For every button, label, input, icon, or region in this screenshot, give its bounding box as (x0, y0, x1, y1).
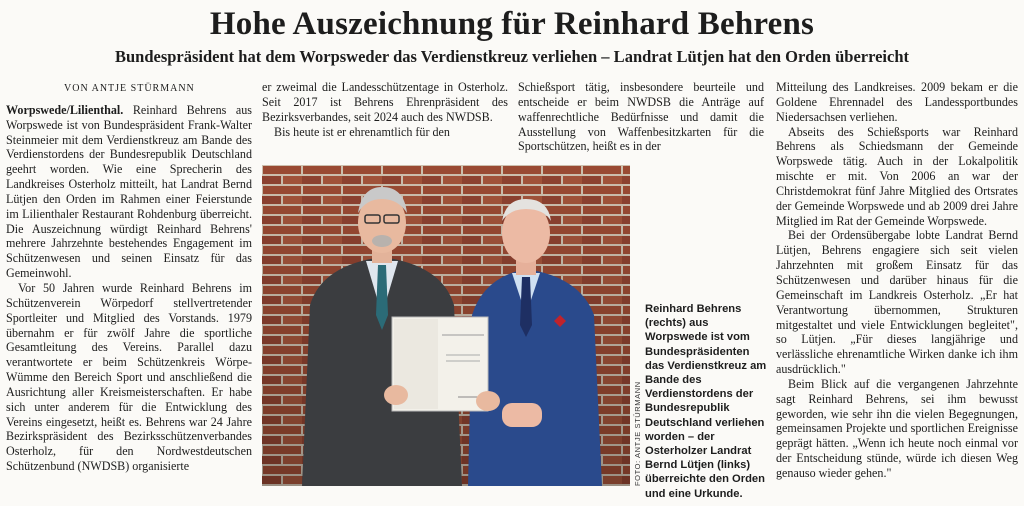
column-3 (518, 80, 764, 154)
paragraph (6, 103, 252, 281)
photo-illustration (262, 165, 630, 486)
paragraph: Bis heute ist er ehrenamtlich für den (274, 124, 450, 139)
column-4 (776, 80, 1018, 481)
paragraph: Vor 50 Jahren wurde Reinhard Behrens im Schützenverein Wörpedorf stellvertretender Sportleiter und Mitglied des Vorstands. 1979 übernahm er für zwölf Jahre die sportliche Gesamtleitung des Vereins. Parallel dazu verantwortete er beim Schützenkreis Wörpe-Wümme den Bereich Sport und anschließend die Ausrichtung aller Kreismeisterschaften. Er habe sich unter anderem für die Entwicklung des Vereins eingesetzt, heißt es. Behrens war 24 Jahre Bezirkspräsident des Bezirksschützenverbandes Osterholz, für den Nordwestdeutschen Schützenbund (NWDSB) organisierte (6, 280, 252, 474)
paragraph: Beim Blick auf die vergangenen Jahrzehnte sagt Reinhard Behrens, sei ihm bewusst geworden, wie sehr ihn die vielen Begegnungen, gemeinsamen Projekte und sportlichen Ereignisse geprägt hätten. „Wenn ich heute noch einmal vor der Entscheidung stünde, würde ich diesen Weg genauso wieder gehen." (776, 376, 1018, 480)
headline: Hohe Auszeichnung für Reinhard Behrens (209, 6, 815, 42)
paragraph: Mitteilung des Landkreises. 2009 bekam er die Goldene Ehrennadel des Landessportbundes Niedersachsen verliehen. (776, 80, 1018, 124)
column-2 (262, 80, 508, 139)
paragraph: er zweimal die Landesschützentage in Osterholz. Seit 2017 ist Behrens Ehrenpräsident des Bezirksverbandes, seit 2024 auch des NWDSB. (262, 80, 508, 124)
paragraph: Abseits des Schießsports war Reinhard Behrens als Schiedsmann der Gemeinde Worpswede tätig. Auch in der Lokalpolitik mischte er mit. Von 2006 an war der Christdemokrat fünf Jahre Mitglied des Ortsrates der Gemeinde Worpswede und ab 2009 drei Jahre Mitglied im Rat der Gemeinde Worpswede. (776, 124, 1018, 228)
dateline: Worpswede/Lilienthal. (6, 102, 124, 117)
paragraph-text: Reinhard Behrens aus Worpswede ist von Bundespräsident Frank-Walter Steinmeier mit dem Verdienstkreuz am Bande des Verdienstordens der Bundesrepublik Deutschland geehrt worden. Wie eine Sprecherin des Landkreises Osterholz mitteilt, hat Landrat Bernd Lütjen den Orden im Rahmen einer Feierstunde im Lilienthaler Restaurant Rohdenburg überreicht. Die Auszeichnung würdigt Reinhard Behrens' mehrere Jahrzehnte bestehendes Engagement im Schützenwesen und seinen Einsatz für das Gemeinwohl. (6, 102, 252, 281)
photo-credit: FOTO: ANTJE STÜRMANN (633, 381, 642, 486)
paragraph: Schießsport tätig, insbesondere beurteile und entscheide er beim NWDSB die Anträge auf waffenrechtliche Bedürfnisse und damit die Ausstellung von Waffenbesitzkarten für die Sportschützen, heißt es in der (518, 80, 764, 154)
byline: VON ANTJE STÜRMANN (64, 83, 195, 94)
certificate (384, 317, 500, 411)
column-1 (6, 76, 252, 474)
photo-caption: Reinhard Behrens (rechts) aus Worpswede ist vom Bundespräsidenten das Verdienstkreuz am Bande des Verdienstordens der Bundesrepublik Deutschland verliehen worden – der Osterholzer Landrat Bernd Lütjen (links) überreichte den Orden und eine Urkunde. (645, 303, 767, 500)
paragraph: Bei der Ordensübergabe lobte Landrat Bernd Lütjen, Behrens engagiere sich seit vielen Jahrzehnten mit großem Einsatz für das Schützenwesen und darüber hinaus für die Gemeinschaft im Landkreis Osterholz. „Er hat Verantwortung übernommen, Strukturen mitgestaltet und viele Entwicklungen begleitet", so Lütjen. „Für dieses langjährige und verlässliche ehrenamtliche Wirken danke ich ihm ausdrücklich." (776, 228, 1018, 377)
subline: Bundespräsident hat dem Worpsweder das Verdienstkreuz verliehen – Landrat Lütjen hat den Orden überreicht (114, 47, 910, 66)
article-photo (262, 165, 630, 486)
